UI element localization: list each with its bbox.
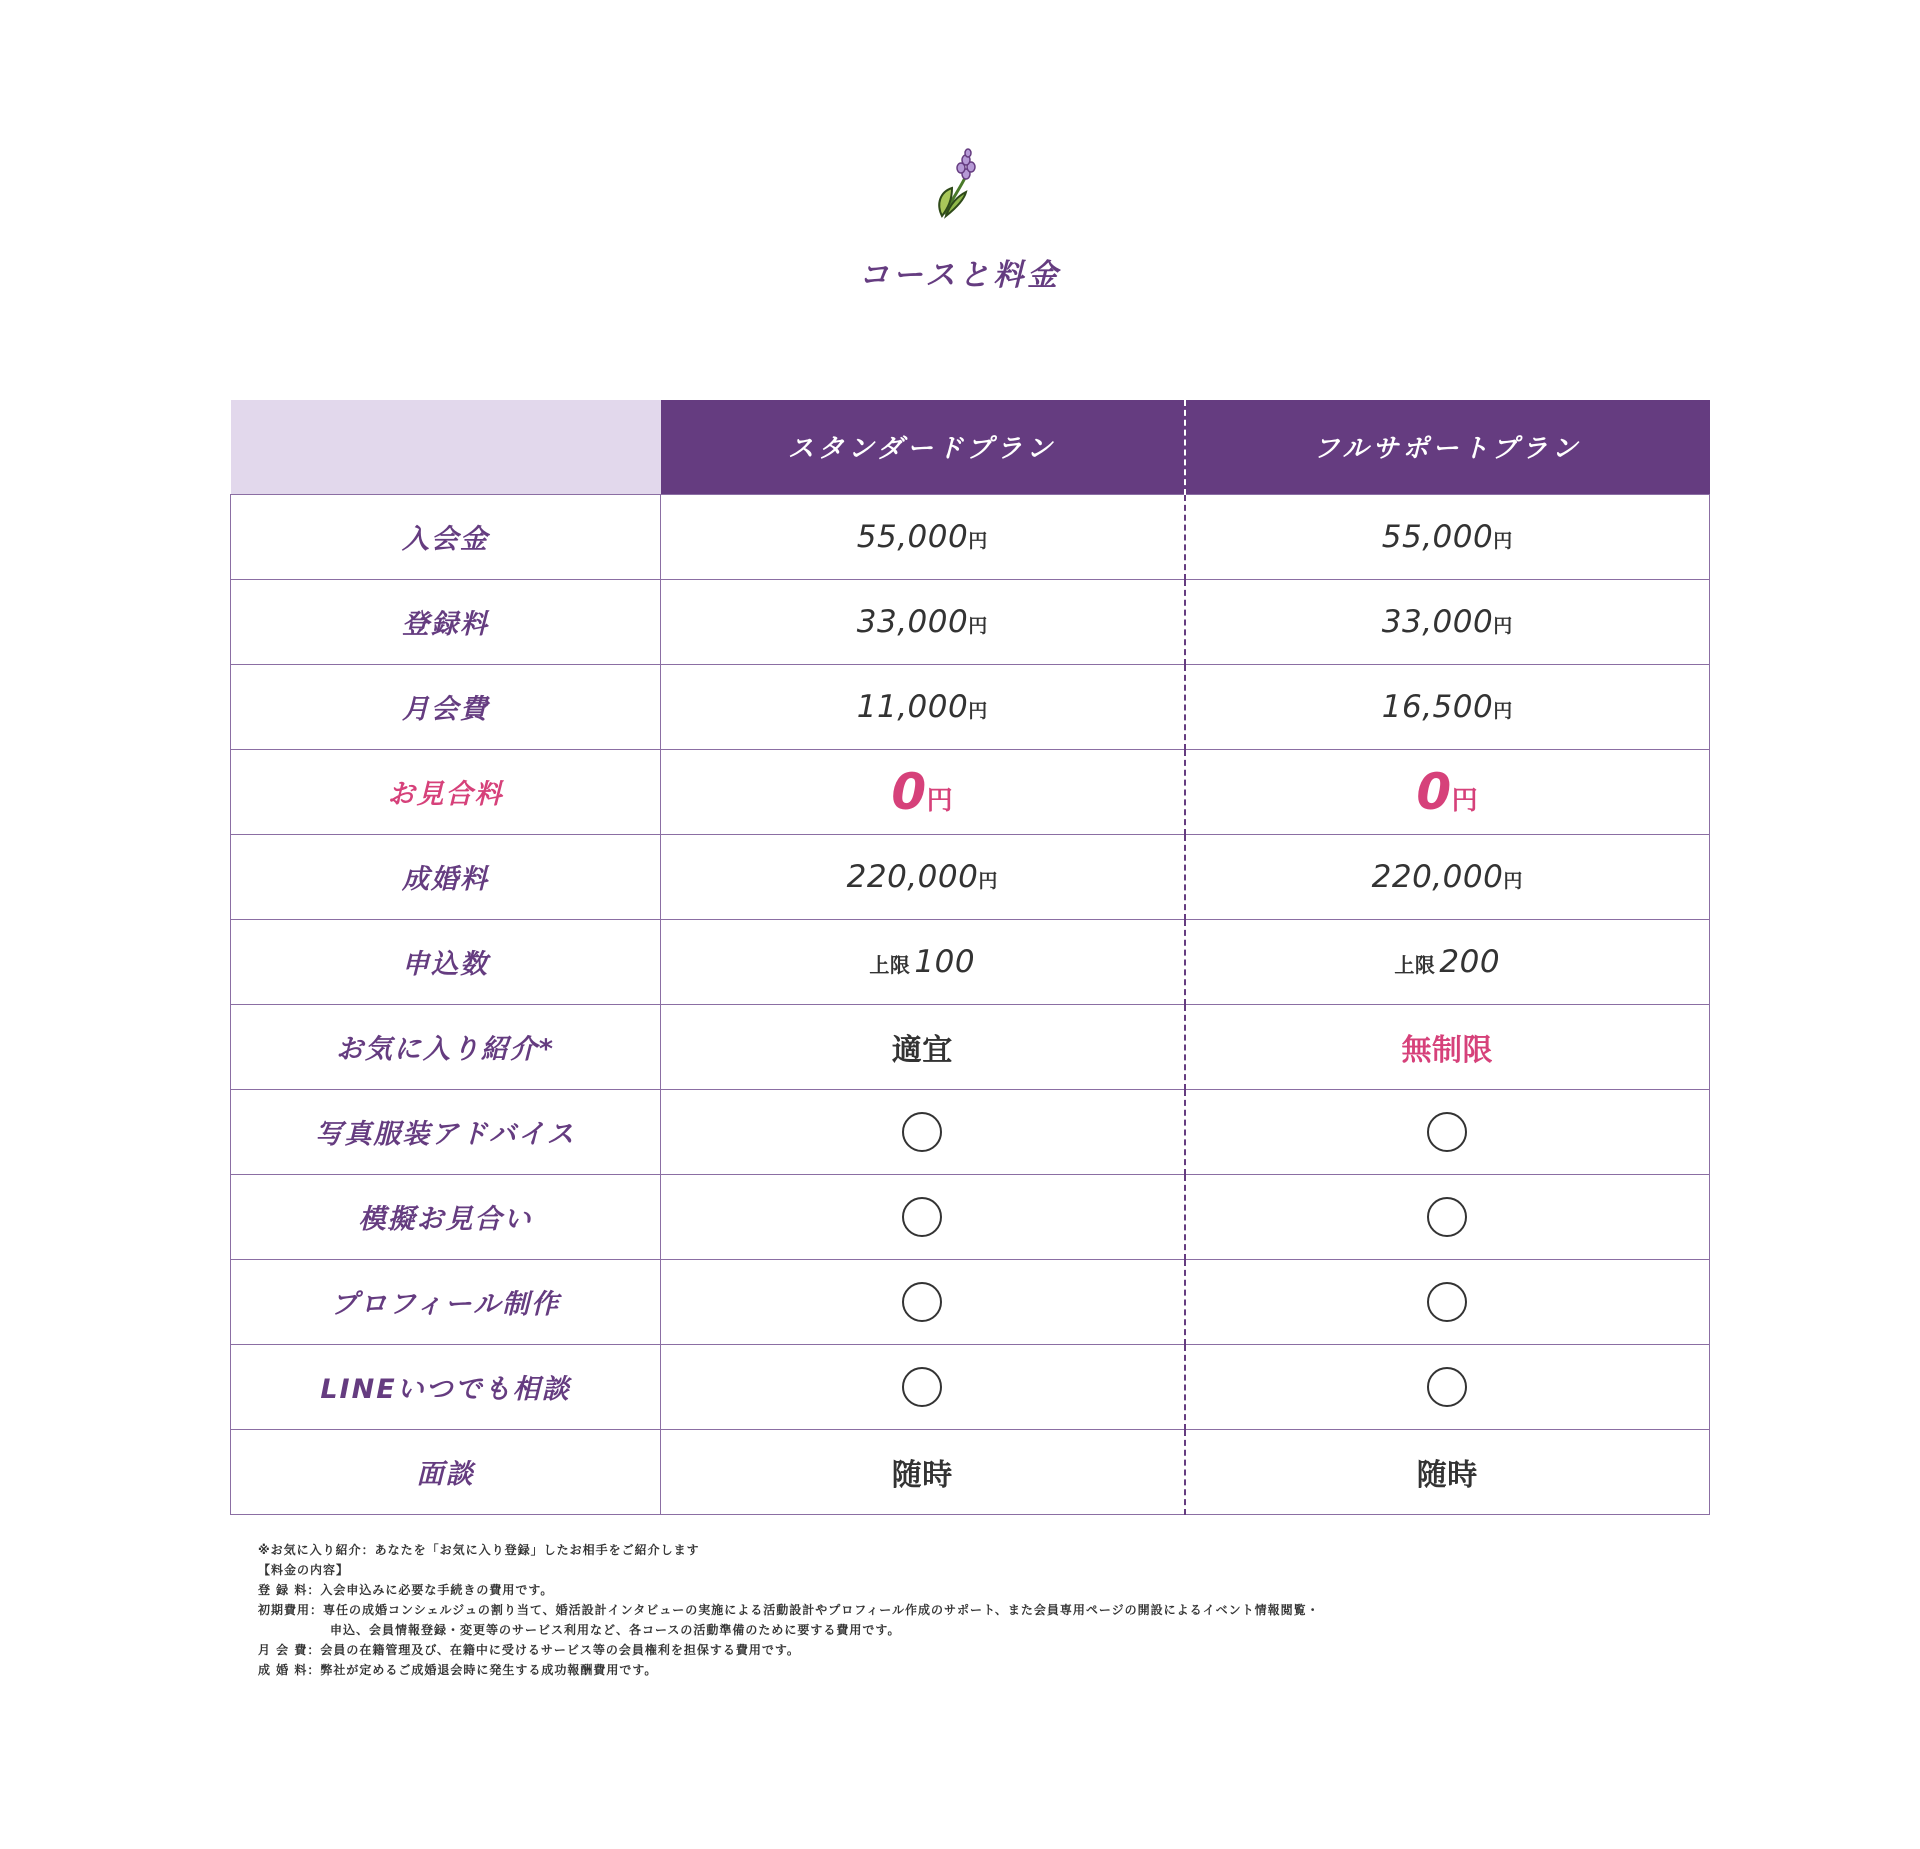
table-row (231, 1089, 1710, 1174)
price-number: 220,000 (1371, 858, 1504, 895)
standard-plan-cell (661, 1089, 1185, 1174)
fullsupport-plan-cell (1185, 1429, 1710, 1514)
price-unit: 円 (968, 699, 988, 722)
price-value (1382, 604, 1513, 640)
row-label: 模擬お見合い (358, 1204, 533, 1235)
limit-number: 200 (1439, 943, 1501, 980)
price-number: 33,000 (1381, 603, 1494, 640)
text-value: 随時 (1416, 1457, 1478, 1493)
price-table (230, 400, 1710, 1515)
fullsupport-plan-cell (1185, 1344, 1710, 1429)
text-value: 無制限 (1401, 1032, 1493, 1068)
fullsupport-plan-cell (1185, 1174, 1710, 1259)
page-title: コースと料金 (858, 258, 1062, 293)
limit-number: 100 (914, 943, 976, 980)
row-label-cell (231, 1004, 661, 1089)
plan-header-fullsupport: フルサポートプラン (1185, 400, 1710, 494)
standard-plan-cell (661, 1344, 1185, 1429)
table-row (231, 579, 1710, 664)
plan-header-row (231, 400, 1710, 494)
price-value (1416, 763, 1478, 821)
table-row (231, 664, 1710, 749)
row-label-cell (231, 579, 661, 664)
standard-plan-cell (661, 579, 1185, 664)
fullsupport-plan-cell (1185, 494, 1710, 579)
included-circle-icon (902, 1367, 942, 1407)
fullsupport-plan-cell (1185, 1004, 1710, 1089)
price-number: 11,000 (856, 688, 969, 725)
price-unit: 円 (1451, 785, 1479, 816)
table-row (231, 494, 1710, 579)
standard-plan-cell (661, 749, 1185, 834)
price-value (857, 689, 988, 725)
fullsupport-plan-cell (1185, 834, 1710, 919)
price-unit: 円 (1493, 529, 1513, 552)
row-label-cell (231, 919, 661, 1004)
table-row (231, 749, 1710, 834)
table-row (231, 919, 1710, 1004)
row-label-cell (231, 1344, 661, 1429)
row-label: お見合料 (387, 779, 504, 810)
footnote-favorite: ※お気に入り紹介：あなたを「お気に入り登録」したお相手をご紹介します (258, 1543, 700, 1557)
price-value (1382, 689, 1513, 725)
row-label-cell (231, 834, 661, 919)
table-corner (231, 400, 661, 494)
included-circle-icon (902, 1197, 942, 1237)
standard-plan-cell (661, 1004, 1185, 1089)
row-label-cell (231, 1429, 661, 1514)
price-value (891, 763, 953, 821)
price-value (1382, 519, 1513, 555)
limit-prefix: 上限 (869, 952, 911, 977)
row-label: LINEいつでも相談 (320, 1374, 571, 1405)
footnote-heading: 【料金の内容】 (258, 1563, 350, 1577)
price-number: 55,000 (1381, 518, 1494, 555)
page-heading (0, 148, 1920, 294)
price-number: 16,500 (1381, 688, 1494, 725)
row-label-cell (231, 664, 661, 749)
included-circle-icon (1427, 1197, 1467, 1237)
price-unit: 円 (968, 614, 988, 637)
table-row (231, 1429, 1710, 1514)
standard-plan-cell (661, 1259, 1185, 1344)
row-label-cell (231, 1259, 661, 1344)
footnote-initial-cost-cont: 申込、会員情報登録・変更等のサービス利用など、各コースの活動準備のために要する費用です。 (330, 1623, 901, 1637)
footnote-monthly: 月 会 費：会員の在籍管理及び、在籍中に受けるサービス等の会員権利を担保する費用です。 (258, 1643, 800, 1657)
price-value (857, 604, 988, 640)
fullsupport-plan-cell (1185, 919, 1710, 1004)
fullsupport-plan-cell (1185, 749, 1710, 834)
included-circle-icon (902, 1282, 942, 1322)
included-circle-icon (1427, 1367, 1467, 1407)
price-unit: 円 (926, 785, 954, 816)
footnote-initial-cost: 初期費用：専任の成婚コンシェルジュの割り当て、婚活設計インタビューの実施による活動設計やプロフィール作成のサポート、また会員専用ページの開設によるイベント情報閲覧・ (258, 1603, 1320, 1617)
row-label-cell (231, 494, 661, 579)
price-number: 0 (1416, 762, 1452, 821)
table-row (231, 834, 1710, 919)
fullsupport-plan-cell (1185, 579, 1710, 664)
limit-value (1394, 944, 1500, 980)
row-label: お気に入り紹介* (335, 1034, 556, 1065)
footnote-registration: 登 録 料：入会申込みに必要な手続きの費用です。 (258, 1583, 554, 1597)
row-label: 月会費 (402, 694, 489, 725)
text-value: 随時 (891, 1457, 953, 1493)
price-number: 55,000 (856, 518, 969, 555)
limit-value (869, 944, 975, 980)
plan-header-standard: スタンダードプラン (661, 400, 1185, 494)
footnotes (258, 1540, 1320, 1680)
standard-plan-cell (661, 1174, 1185, 1259)
fullsupport-plan-cell (1185, 1259, 1710, 1344)
price-unit: 円 (1493, 699, 1513, 722)
included-circle-icon (902, 1112, 942, 1152)
row-label: 登録料 (402, 609, 489, 640)
price-number: 0 (891, 762, 927, 821)
standard-plan-cell (661, 834, 1185, 919)
price-unit: 円 (1493, 614, 1513, 637)
table-row (231, 1259, 1710, 1344)
row-label: プロフィール制作 (330, 1289, 561, 1320)
price-value (857, 519, 988, 555)
limit-prefix: 上限 (1394, 952, 1436, 977)
price-value (1372, 859, 1523, 895)
fullsupport-plan-cell (1185, 1089, 1710, 1174)
fullsupport-plan-cell (1185, 664, 1710, 749)
standard-plan-cell (661, 664, 1185, 749)
included-circle-icon (1427, 1112, 1467, 1152)
table-row (231, 1174, 1710, 1259)
price-unit: 円 (978, 869, 998, 892)
price-value (847, 859, 998, 895)
price-unit: 円 (1503, 869, 1523, 892)
row-label: 写真服装アドバイス (315, 1119, 576, 1150)
row-label-cell (231, 1089, 661, 1174)
row-label: 入会金 (402, 524, 489, 555)
standard-plan-cell (661, 494, 1185, 579)
row-label-cell (231, 1174, 661, 1259)
lavender-icon (930, 148, 990, 222)
price-number: 33,000 (856, 603, 969, 640)
row-label: 成婚料 (402, 864, 489, 895)
table-row (231, 1004, 1710, 1089)
price-unit: 円 (968, 529, 988, 552)
price-number: 220,000 (846, 858, 979, 895)
row-label: 面談 (416, 1459, 475, 1490)
text-value: 適宜 (891, 1032, 953, 1068)
standard-plan-cell (661, 1429, 1185, 1514)
standard-plan-cell (661, 919, 1185, 1004)
table-row (231, 1344, 1710, 1429)
footnote-success: 成 婚 料：弊社が定めるご成婚退会時に発生する成功報酬費用です。 (258, 1663, 658, 1677)
row-label-cell (231, 749, 661, 834)
row-label: 申込数 (402, 949, 489, 980)
included-circle-icon (1427, 1282, 1467, 1322)
